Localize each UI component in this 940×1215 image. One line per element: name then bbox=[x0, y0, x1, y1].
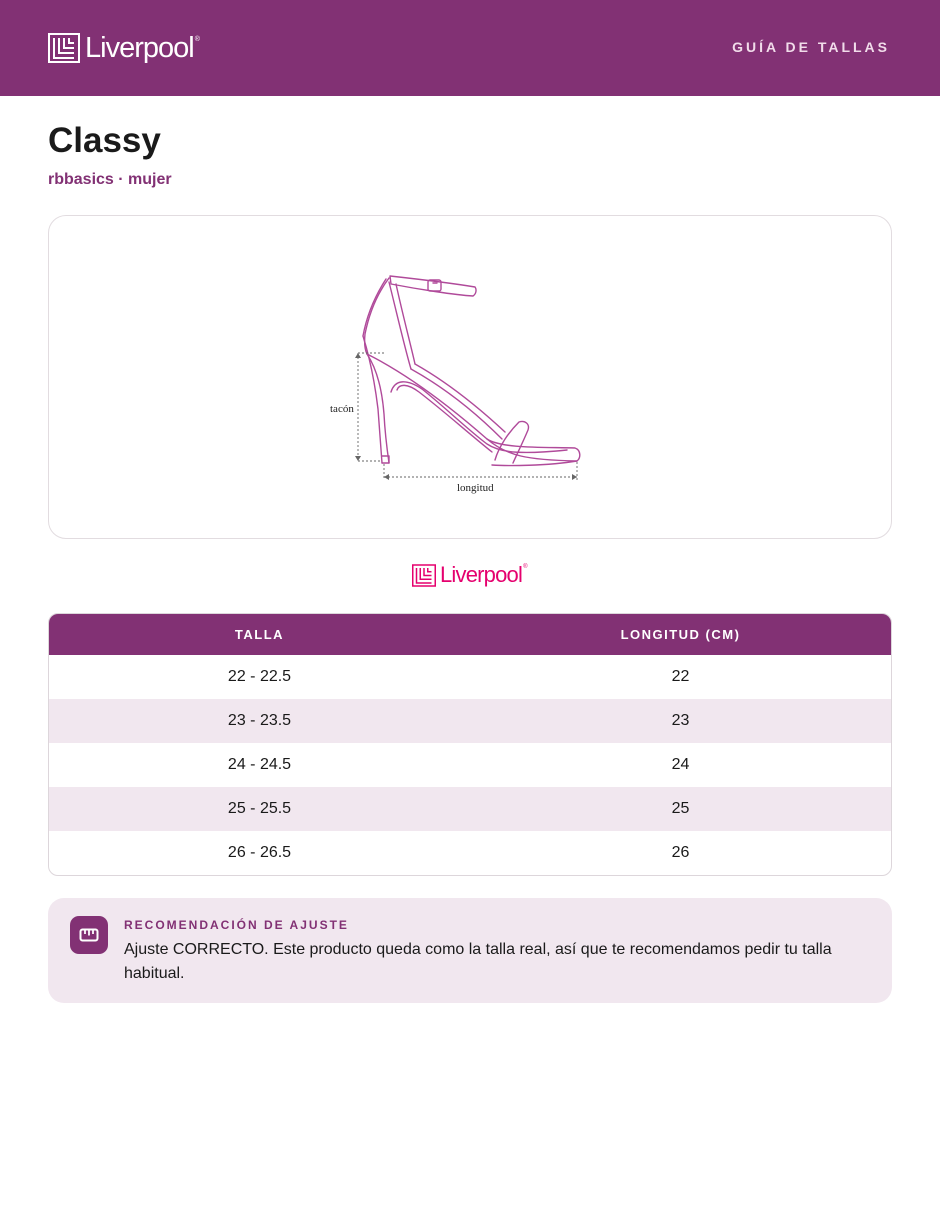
fit-recommendation-text: Ajuste CORRECTO. Este producto queda como la talla real, así que te recomendamos pedir tu talla habitual. bbox=[124, 941, 832, 982]
table-row bbox=[49, 787, 891, 831]
size-cell: 23 - 23.5 bbox=[227, 712, 292, 729]
size-guide-link[interactable]: GUÍA DE TALLAS bbox=[732, 39, 890, 55]
length-cell: 26 bbox=[671, 844, 690, 861]
table-header bbox=[49, 614, 891, 655]
brand-name: Liverpool bbox=[85, 31, 194, 64]
length-cell: 25 bbox=[671, 800, 690, 817]
fit-recommendation-box bbox=[48, 898, 892, 1003]
watermark-brand-name: Liverpool bbox=[440, 562, 523, 587]
length-cell: 22 bbox=[671, 668, 690, 685]
size-table bbox=[48, 613, 892, 876]
product-title: Classy bbox=[48, 121, 161, 160]
brand-registered-mark: ® bbox=[194, 36, 200, 43]
column-header-length: LONGITUD (CM) bbox=[620, 627, 741, 642]
shoe-measurement-diagram bbox=[327, 234, 615, 522]
table-row bbox=[49, 743, 891, 787]
table-row bbox=[49, 831, 891, 875]
table-row bbox=[49, 655, 891, 699]
liverpool-logo-icon bbox=[48, 33, 80, 63]
size-cell: 22 - 22.5 bbox=[227, 668, 292, 685]
length-label: longitud bbox=[457, 482, 494, 494]
product-subtitle: rbbasics · mujer bbox=[48, 171, 172, 188]
heel-height-label: tacón bbox=[330, 403, 354, 415]
brand-logo[interactable] bbox=[48, 30, 200, 66]
table-body bbox=[49, 655, 891, 875]
length-cell: 23 bbox=[671, 712, 690, 729]
ruler-icon bbox=[70, 916, 108, 954]
fit-recommendation-heading: RECOMENDACIÓN DE AJUSTE bbox=[124, 918, 349, 932]
top-bar bbox=[0, 0, 940, 96]
table-row bbox=[49, 699, 891, 743]
watermark-logo bbox=[412, 561, 528, 589]
size-cell: 24 - 24.5 bbox=[227, 756, 292, 773]
column-header-size: TALLA bbox=[234, 627, 285, 642]
size-cell: 26 - 26.5 bbox=[227, 844, 292, 861]
size-cell: 25 - 25.5 bbox=[227, 800, 292, 817]
length-cell: 24 bbox=[671, 756, 690, 773]
watermark-registered-mark: ® bbox=[523, 564, 528, 570]
shoe-diagram-card bbox=[48, 215, 892, 539]
liverpool-logo-icon bbox=[412, 564, 436, 587]
